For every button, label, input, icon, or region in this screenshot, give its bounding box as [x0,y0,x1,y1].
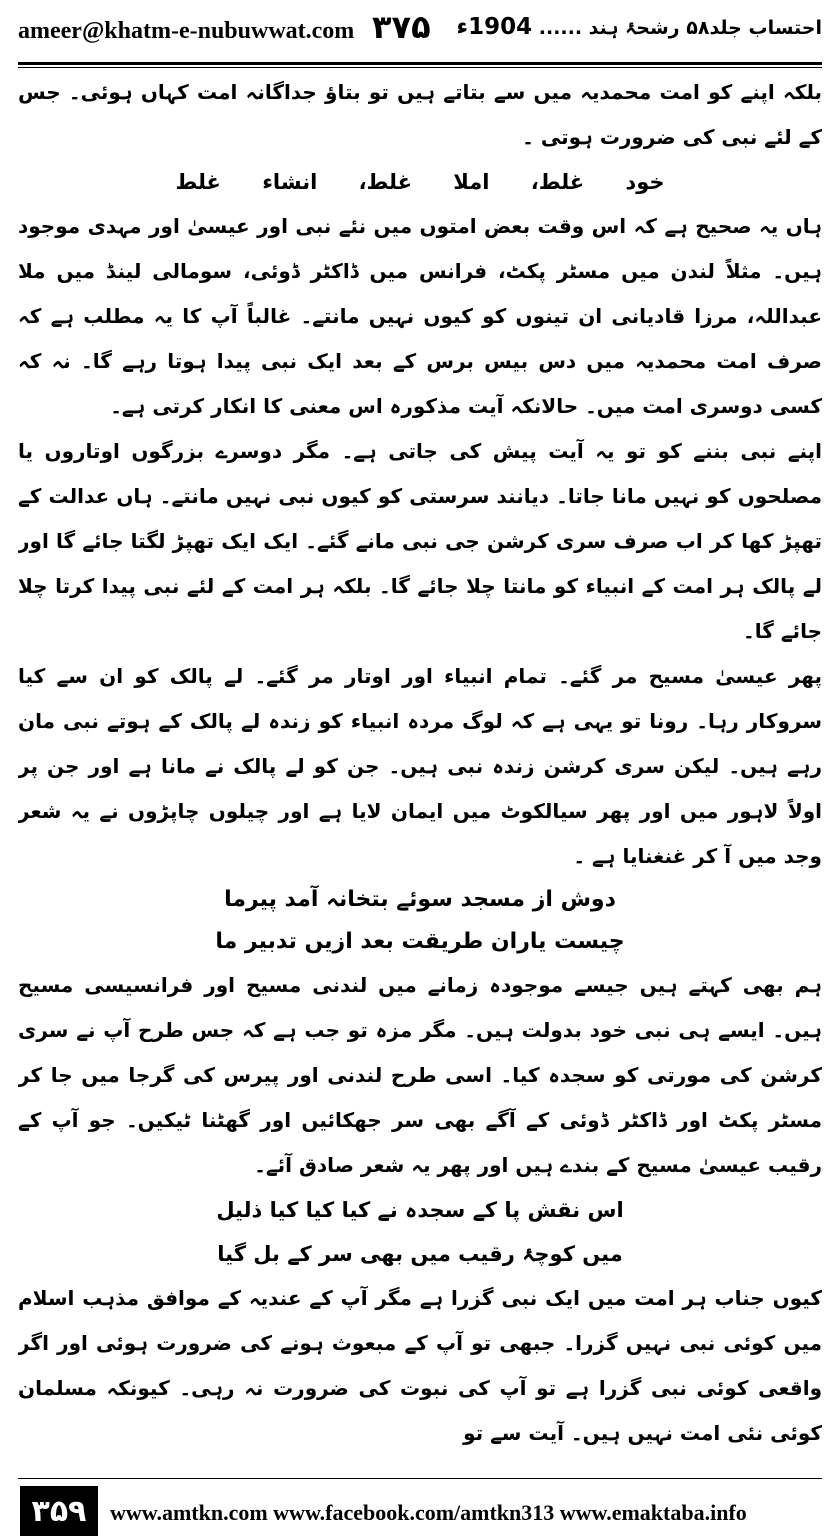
paragraph-5: ہم بھی کہتے ہیں جیسے موجودہ زمانے میں لندنی مسیح اور فرانسیسی مسیح ہیں۔ ایسے ہی نبی خود بدولت ہیں۔ مگر مزہ تو جب ہے کہ جس طرح آپ نے سری کرشن کی مورتی کو سجدہ کیا۔ اسی طرح لندنی اور پیرس کی گرجا میں جا کر مسٹر پکٹ اور ڈاکٹر ڈوئی کے آگے بھی سر جھکائیں اور گھٹنا ٹیکیں۔ جو آپ کے رقیب عیسیٰ مسیح کے بندے ہیں اور پھر یہ شعر صادق آئے۔ [18,973,822,1177]
paragraph-3: اپنے نبی بننے کو تو یہ آیت پیش کی جاتی ہے۔ مگر دوسرے بزرگوں اوتاروں یا مصلحوں کو نہیں مانا جاتا۔ دیانند سرستی کو کیوں نبی نہیں مانتے۔ ہاں عدالت کے تھپڑ کھا کر اب صرف سری کرشن جی نبی مانے گئے۔ ایک ایک تھپڑ لگتا جائے گا اور لے پالک ہر امت کے انبیاء کو مانتا چلا جائے گا۔ بلکہ ہر امت کے لئے نبی پیدا کرتا چلا جائے گا۔ [18,439,822,643]
verse-2-line-1: اس نقش پا کے سجدہ نے کیا کیا کیا ذلیل [216,1198,624,1222]
errata-line: خود غلط، املا غلط، انشاء غلط [175,170,665,194]
footer-links: www.amtkn.com www.facebook.com/amtkn313 www.emaktaba.info [110,1500,747,1525]
header-page-number: ۳۷۵ [372,8,431,46]
header-divider [18,62,822,68]
verse-1-line-2: چیست یاران طریقت بعد ازیں تدبیر ما [215,929,625,954]
verse-1-line-1: دوش از مسجد سوئے بتخانہ آمد پیرما [224,887,616,912]
verse-2-line-2: میں کوچۂ رقیب میں بھی سر کے بل گیا [217,1242,623,1266]
paragraph-1: بلکہ اپنے کو امت محمدیہ میں سے بتاتے ہیں تو بتاؤ جداگانہ امت کہاں ہوئی۔ جس کے لئے نبی کی ضرورت ہوتی ۔ [18,80,822,149]
paragraph-6: کیوں جناب ہر امت میں ایک نبی گزرا ہے مگر آپ کے عندیہ کے موافق مذہب اسلام میں کوئی نبی نہیں گزرا۔ جبھی تو آپ کے مبعوث ہونے کی ضرورت ہوئی اور اگر واقعی کوئی نبی گزرا ہے تو آپ کی نبوت کی ضرورت نہ رہی۔ کیونکہ مسلمان کوئی نئی امت نہیں ہیں۔ آیت سے تو [18,1286,822,1445]
paragraph-2: ہاں یہ صحیح ہے کہ اس وقت بعض امتوں میں نئے نبی اور عیسیٰ اور مہدی موجود ہیں۔ مثلاً لندن میں مسٹر پکٹ، فرانس میں ڈاکٹر ڈوئی، سومالی لینڈ میں ملا عبداللہ، مرزا قادیانی ان تینوں کو کیوں نہیں مانتے۔ غالباً آپ کا یہ مطلب ہے کہ صرف امت محمدیہ میں دس بیس برس کے بعد ایک نبی پیدا ہوتا رہے گا۔ نہ کہ کسی دوسری امت میں۔ حالانکہ آیت مذکورہ اس معنی کا انکار کرتی ہے۔ [18,214,822,418]
header-book-info [456,14,822,40]
page-header [0,0,840,66]
footer-page-number: ۳۵۹ [20,1486,98,1536]
header-year: 1904ء [456,14,533,40]
footer-divider [18,1478,822,1479]
header-book-title: احتساب جلد۵۸ رشحۂ ہند ...... [538,17,822,39]
page-body [18,70,822,1470]
header-email: ameer@khatm-e-nubuwwat.com [18,18,355,44]
paragraph-4: پھر عیسیٰ مسیح مر گئے۔ تمام انبیاء اور اوتار مر گئے۔ لے پالک کو ان سے کیا سروکار رہا۔ رونا تو یہی ہے کہ لوگ مردہ انبیاء کو زندہ لے پالک کے ہوتے نبی مان رہے ہیں۔ لیکن سری کرشن زندہ نبی ہیں۔ جن کو لے پالک نے مانا ہے اور جن پر اولاً لاہور میں اور پھر سیالکوٹ میں ایمان لایا ہے اور چیلوں چاپڑوں نے یہ شعر وجد میں آ کر غنغنایا ہے ۔ [18,664,822,868]
page-footer [0,1478,840,1540]
